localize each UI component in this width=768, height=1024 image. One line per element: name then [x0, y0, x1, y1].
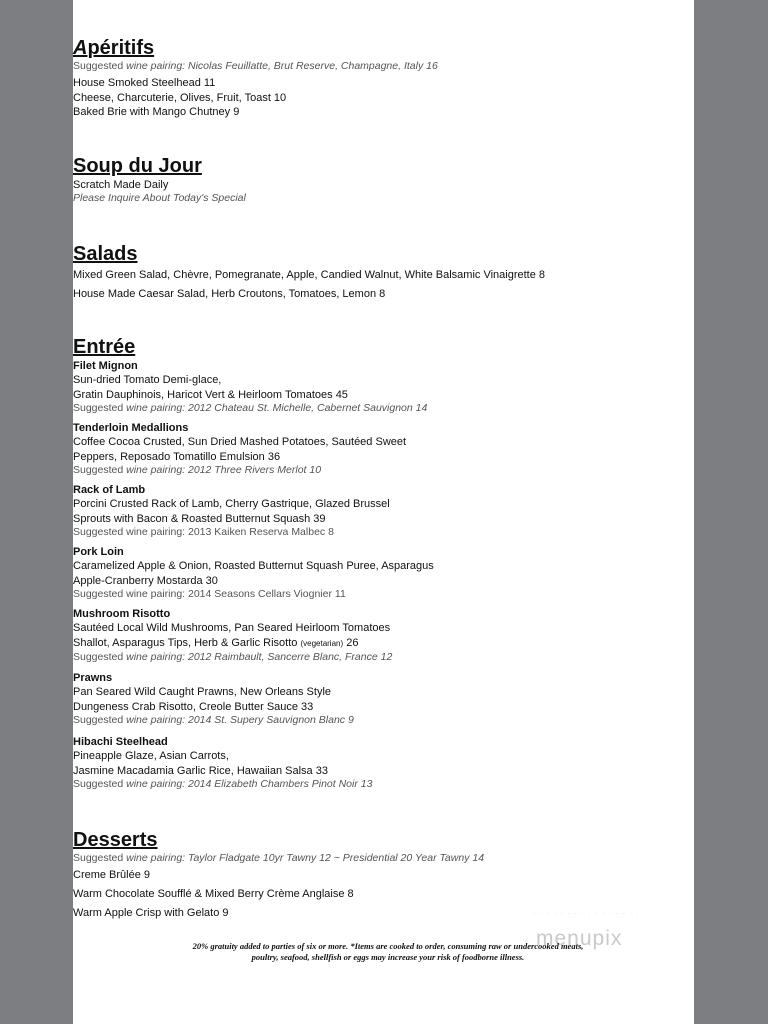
menu-item: House Made Caesar Salad, Herb Croutons, Tomatoes, Lemon 8 [73, 288, 386, 300]
dish-name: Prawns [73, 672, 113, 684]
menu-item: Creme Brûlée 9 [73, 869, 151, 881]
watermark-logo: menupix [536, 927, 623, 950]
dish-description: Sautéed Local Wild Mushrooms, Pan Seared Heirloom Tomatoes [73, 622, 391, 634]
dish-name: Hibachi Steelhead [73, 736, 168, 748]
dish-description: Sprouts with Bacon & Roasted Butternut Squash 39 [73, 512, 326, 525]
footer-line: poultry, seafood, shellfish or eggs may increase your risk of foodborne illness. [251, 952, 525, 962]
menu-item: Scratch Made Daily [73, 179, 169, 191]
menu-item: House Smoked Steelhead 11 [73, 77, 216, 89]
dish-mushroom-risotto [73, 607, 694, 663]
dish-description: Shallot, Asparagus Tips, Herb & Garlic Risotto (vegetarian) 26 [73, 636, 359, 649]
footer-line: 20% gratuity added to parties of six or more. *Items are cooked to order, consuming raw or undercooked meats, [192, 941, 584, 951]
wine-pairing: Suggested wine pairing: 2013 Kaiken Reserva Malbec 8 [73, 526, 334, 538]
dish-description: Dungeness Crab Risotto, Creole Butter Sauce 33 [73, 700, 314, 713]
wine-pairing: Suggested wine pairing: 2012 Raimbault, Sancerre Blanc, France 12 [73, 651, 393, 663]
wine-pairing: Suggested wine pairing: 2014 Elizabeth Chambers Pinot Noir 13 [73, 778, 373, 790]
dish-description: Apple-Cranberry Mostarda 30 [73, 574, 218, 587]
vegetarian-tag: (vegetarian) [300, 638, 344, 648]
dish-filet-mignon [73, 359, 694, 414]
section-entree [73, 335, 694, 359]
dish-name: Tenderloin Medallions [73, 422, 189, 434]
dish-description: Gratin Dauphinois, Haricot Vert & Heirloom Tomatoes 45 [73, 388, 348, 401]
section-title-desserts: Desserts [73, 829, 158, 851]
menu-item: Baked Brie with Mango Chutney 9 [73, 106, 240, 118]
dish-description: Sun-dried Tomato Demi-glace, [73, 374, 222, 386]
section-title-entree: Entrée [73, 336, 136, 358]
wine-pairing-aperitifs: Suggested wine pairing: Nicolas Feuillatte, Brut Reserve, Champagne, Italy 16 [73, 60, 438, 72]
section-title-aperitifs: Apéritifs [73, 37, 155, 59]
dish-description: Pan Seared Wild Caught Prawns, New Orleans Style [73, 686, 332, 698]
soup-note: Please Inquire About Today's Special [73, 192, 246, 204]
menu-item: Warm Chocolate Soufflé & Mixed Berry Crème Anglaise 8 [73, 888, 354, 900]
menu-item: Mixed Green Salad, Chèvre, Pomegranate, Apple, Candied Walnut, White Balsamic Vinaigrette 8 [73, 269, 546, 281]
section-title-salads: Salads [73, 243, 138, 265]
footer-disclaimer [153, 941, 623, 963]
dish-description: Jasmine Macadamia Garlic Rice, Hawaiian Salsa 33 [73, 764, 328, 777]
dish-description: Pineapple Glaze, Asian Carrots, [73, 750, 229, 762]
dish-hibachi-steelhead [73, 735, 694, 790]
dish-description: Caramelized Apple & Onion, Roasted Butternut Squash Puree, Asparagus [73, 560, 434, 572]
dish-name: Rack of Lamb [73, 484, 146, 496]
dish-name: Pork Loin [73, 546, 124, 558]
dish-description: Coffee Cocoa Crusted, Sun Dried Mashed Potatoes, Sautéed Sweet [73, 436, 407, 448]
wine-pairing-desserts: Suggested wine pairing: Taylor Fladgate 10yr Tawny 12 ~ Presidential 20 Year Tawny 14 [73, 852, 485, 864]
dish-pork-loin [73, 545, 694, 600]
watermark-subtext: · · · · · · · · · · · · · · · · [533, 909, 640, 918]
menu-page [73, 0, 694, 1024]
wine-pairing: Suggested wine pairing: 2014 St. Supery Sauvignon Blanc 9 [73, 714, 354, 726]
menu-item: Warm Apple Crisp with Gelato 9 [73, 907, 229, 919]
section-title-soup: Soup du Jour [73, 155, 202, 177]
section-aperitifs [73, 36, 694, 120]
wine-pairing: Suggested wine pairing: 2012 Chateau St. Michelle, Cabernet Sauvignon 14 [73, 402, 428, 414]
dish-prawns [73, 671, 694, 726]
section-soup [73, 154, 694, 204]
dish-description: Peppers, Reposado Tomatillo Emulsion 36 [73, 450, 281, 463]
dish-description: Porcini Crusted Rack of Lamb, Cherry Gastrique, Glazed Brussel [73, 498, 390, 510]
wine-pairing: Suggested wine pairing: 2014 Seasons Cellars Viognier 11 [73, 588, 346, 600]
wine-pairing: Suggested wine pairing: 2012 Three Rivers Merlot 10 [73, 464, 322, 476]
section-salads [73, 242, 694, 304]
dish-tenderloin-medallions [73, 421, 694, 476]
dish-rack-of-lamb [73, 483, 694, 538]
menu-item: Cheese, Charcuterie, Olives, Fruit, Toast 10 [73, 91, 287, 104]
dish-name: Filet Mignon [73, 360, 138, 372]
dish-name: Mushroom Risotto [73, 608, 171, 620]
